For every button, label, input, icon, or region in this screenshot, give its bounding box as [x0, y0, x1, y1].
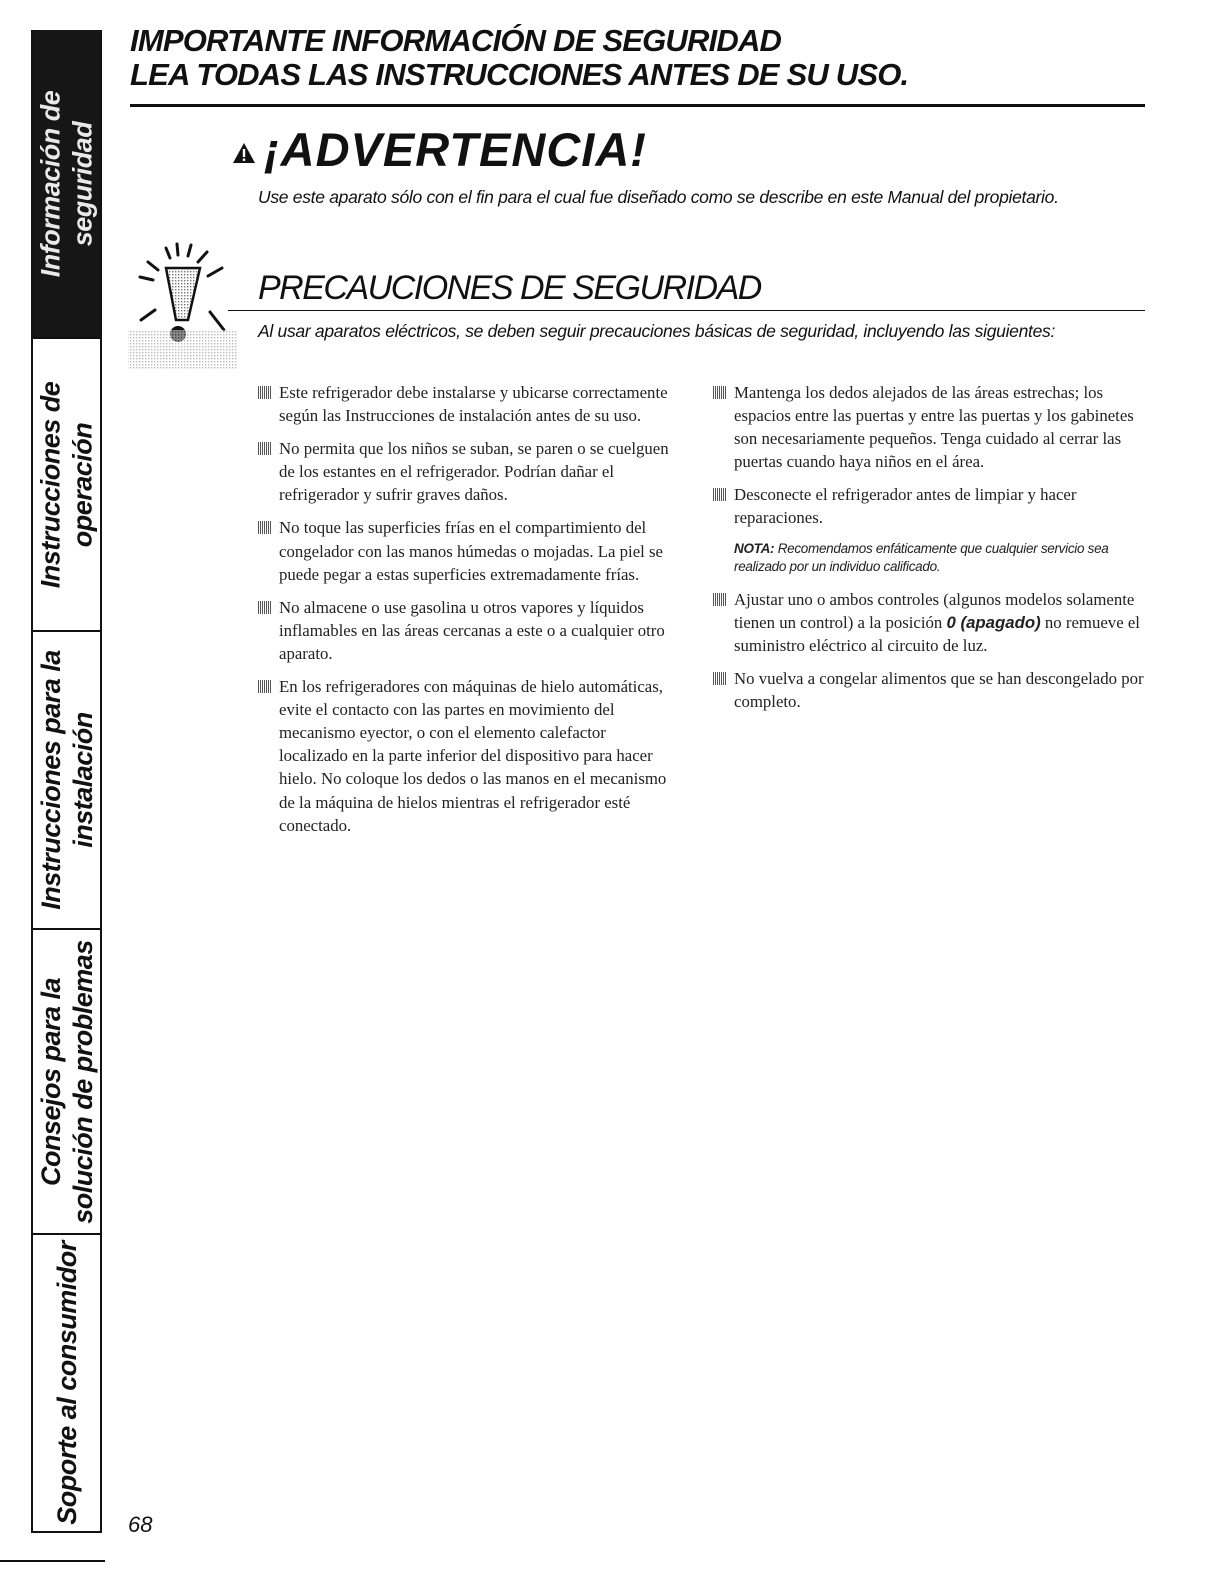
- precautions-divider: [228, 310, 1145, 311]
- warning-triangle-icon: [232, 142, 256, 164]
- list-item: No vuelva a congelar alimentos que se han descongelado por completo.: [713, 667, 1145, 713]
- bullet-icon: [713, 386, 726, 399]
- precautions-title: PRECAUCIONES DE SEGURIDAD: [258, 269, 761, 307]
- bullet-icon: [258, 386, 271, 399]
- list-item: En los refrigeradores con máquinas de hielo automáticas, evite el contacto con las partes en movimiento del mecanismo eyector, o con el elemento calefactor localizado en la parte inferior del dispositivo para hacer hielo. No coloque los dedos o las manos en el mecanismo de la máquina de hielos mientras el refrigerador esté conectado.: [258, 675, 678, 837]
- precautions-intro: Al usar aparatos eléctricos, se deben seguir precauciones básicas de seguridad, incluyendo las siguientes:: [258, 321, 1056, 341]
- tab-instrucciones-de-operacion[interactable]: [33, 339, 100, 632]
- note-label: NOTA:: [734, 540, 775, 556]
- footer-rule: [0, 1560, 105, 1562]
- section-tabs: [31, 30, 102, 1533]
- bullet-icon: [258, 680, 271, 693]
- list-item: Ajustar uno o ambos controles (algunos modelos solamente tienen un control) a la posición 0 (apagado) no remueve el suministro eléctrico al circuito de luz.: [713, 588, 1145, 657]
- list-item: Este refrigerador debe instalarse y ubicarse correctamente según las Instrucciones de instalación antes de su uso.: [258, 381, 678, 427]
- title-line-1: IMPORTANTE INFORMACIÓN DE SEGURIDAD: [130, 23, 782, 58]
- warning-text: Use este aparato sólo con el fin para el cual fue diseñado como se describe en este Manual del propietario.: [258, 187, 1059, 207]
- warning-heading: [232, 122, 647, 178]
- bullet-icon: [258, 442, 271, 455]
- tab-label: Instrucciones de operación: [35, 381, 98, 588]
- precautions-right-column: [713, 381, 1145, 723]
- tab-soporte-al-consumidor[interactable]: [33, 1235, 100, 1531]
- precautions-left-column: [258, 381, 678, 847]
- bullet-icon: [713, 488, 726, 501]
- bullet-icon: [258, 601, 271, 614]
- tab-label: Información de seguridad: [35, 90, 98, 277]
- list-item: No permita que los niños se suban, se paren o se cuelguen de los estantes en el refrigerador. Podrían dañar el refrigerador y sufrir graves daños.: [258, 437, 678, 506]
- tab-consejos-para-la-solucion-de-problemas[interactable]: [33, 930, 100, 1235]
- tab-label: Instrucciones para la instalación: [35, 650, 98, 910]
- bullet-icon: [713, 593, 726, 606]
- caution-exclamation-icon: [118, 238, 243, 373]
- title-line-2: LEA TODAS LAS INSTRUCCIONES ANTES DE SU USO.: [130, 57, 909, 92]
- list-item: No toque las superficies frías en el compartimiento del congelador con las manos húmedas o mojadas. La piel se puede pegar a estas superficies extremadamente frías.: [258, 516, 678, 585]
- tab-label: Soporte al consumidor: [51, 1241, 82, 1525]
- list-item: Desconecte el refrigerador antes de limpiar y hacer reparaciones.: [713, 483, 1145, 529]
- tab-informacion-de-seguridad[interactable]: [33, 30, 100, 339]
- off-position-label: 0 (apagado): [946, 612, 1041, 632]
- tab-instrucciones-para-la-instalacion[interactable]: [33, 632, 100, 930]
- list-item: Mantenga los dedos alejados de las áreas estrechas; los espacios entre las puertas y entre las puertas y los gabinetes son necesariamente pequeños. Tenga cuidado al cerrar las puertas cuando haya niños en el área.: [713, 381, 1145, 473]
- page-number: 68: [128, 1512, 153, 1537]
- bullet-icon: [713, 672, 726, 685]
- page-title: [130, 24, 1145, 92]
- bullet-icon: [258, 521, 271, 534]
- tab-label: Consejos para la solución de problemas: [35, 939, 98, 1224]
- title-divider: [130, 104, 1145, 107]
- note-text: Recomendamos enfáticamente que cualquier servicio sea realizado por un individuo calificado.: [734, 540, 1109, 574]
- note: [713, 540, 1145, 576]
- warning-title: ¡ADVERTENCIA!: [264, 123, 647, 176]
- list-item: No almacene o use gasolina u otros vapores y líquidos inflamables en las áreas cercanas a este o a cualquier otro aparato.: [258, 596, 678, 665]
